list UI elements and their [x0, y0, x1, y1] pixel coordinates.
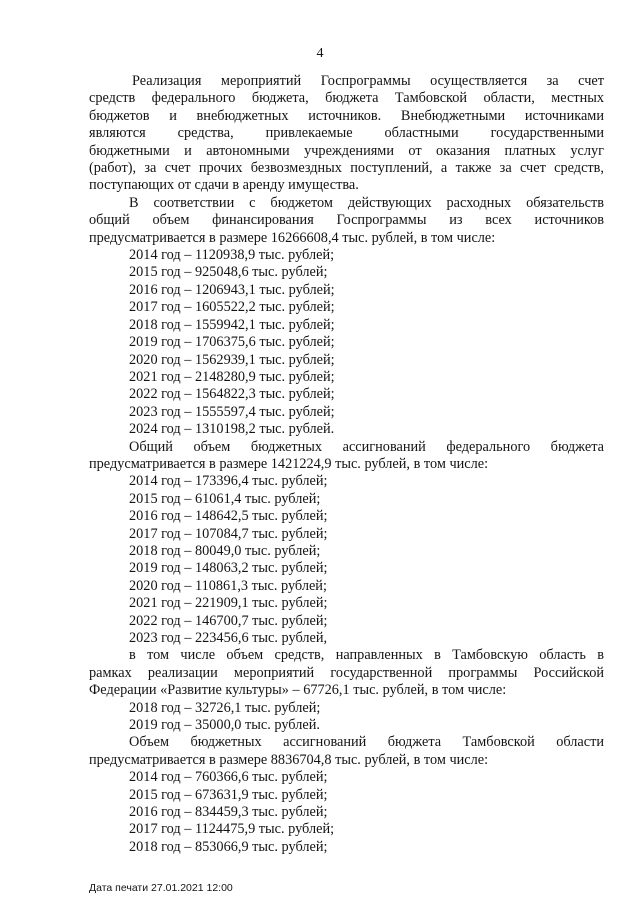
list-culture-by-year	[89, 700, 604, 735]
print-date-footer: Дата печати 27.01.2021 12:00	[89, 882, 233, 894]
text-line: в том числе объем средств, направленных в Тамбовскую область в	[129, 647, 604, 664]
paragraph-federal-budget	[89, 439, 604, 474]
text-line: Федерации «Развитие культуры» – 67726,1 тыс. рублей, в том числе:	[89, 682, 507, 699]
text-line: предусматривается в размере 16266608,4 тыс. рублей, в том числе:	[89, 229, 496, 246]
text-line: бюджетов и внебюджетных источников. Внебюджетными источниками	[89, 107, 604, 124]
text-line: являются средства, привлекаемые областными государственными	[89, 125, 604, 142]
text-line: поступающих от сдачи в аренду имущества.	[89, 177, 359, 194]
list-item: 2016 год – 834459,3 тыс. рублей;	[129, 804, 328, 821]
list-item: 2022 год – 1564822,3 тыс. рублей;	[129, 386, 335, 403]
list-item: 2018 год – 1559942,1 тыс. рублей;	[129, 316, 335, 333]
list-item: 2018 год – 80049,0 тыс. рублей;	[129, 542, 321, 559]
list-item: 2024 год – 1310198,2 тыс. рублей.	[129, 421, 335, 438]
list-item: 2020 год – 1562939,1 тыс. рублей;	[129, 351, 335, 368]
list-item: 2021 год – 2148280,9 тыс. рублей;	[129, 368, 335, 385]
list-federal-by-year	[89, 473, 604, 647]
text-line: Реализация мероприятий Госпрограммы осуществляется за счет	[132, 73, 604, 89]
list-item: 2014 год – 1120938,9 тыс. рублей;	[129, 247, 335, 264]
list-regional-by-year	[89, 769, 604, 856]
list-item: 2015 год – 925048,6 тыс. рублей;	[129, 264, 328, 281]
list-item: 2018 год – 32726,1 тыс. рублей;	[129, 699, 321, 716]
paragraph-culture-program	[89, 647, 604, 699]
text-line: Объем бюджетных ассигнований бюджета Тамбовской области	[129, 734, 604, 751]
list-item: 2015 год – 61061,4 тыс. рублей;	[129, 490, 321, 507]
text-line: В соответствии с бюджетом действующих расходных обязательств	[129, 194, 604, 211]
text-line: предусматривается в размере 8836704,8 тыс. рублей, в том числе:	[89, 751, 489, 768]
list-item: 2016 год – 148642,5 тыс. рублей;	[129, 508, 328, 525]
text-line: общий объем финансирования Госпрограммы из всех источников	[89, 212, 604, 229]
list-item: 2019 год – 35000,0 тыс. рублей.	[129, 717, 320, 734]
list-item: 2014 год – 173396,4 тыс. рублей;	[129, 473, 328, 490]
page-number: 4	[316, 46, 324, 61]
text-line: рамках реализации мероприятий государственной программы Российской	[89, 664, 604, 681]
text-line: предусматривается в размере 1421224,9 тыс. рублей, в том числе:	[89, 455, 489, 472]
list-item: 2017 год – 107084,7 тыс. рублей;	[129, 525, 328, 542]
list-item: 2023 год – 223456,6 тыс. рублей,	[129, 630, 328, 646]
list-item: 2019 год – 148063,2 тыс. рублей;	[129, 560, 328, 577]
paragraph-regional-budget	[89, 734, 604, 769]
list-item: 2019 год – 1706375,6 тыс. рублей;	[129, 334, 335, 351]
list-total-by-year	[89, 247, 604, 438]
document-body	[89, 73, 604, 856]
list-item: 2017 год – 1124475,9 тыс. рублей;	[129, 821, 335, 838]
list-item: 2021 год – 221909,1 тыс. рублей;	[129, 595, 328, 612]
text-line: Общий объем бюджетных ассигнований федерального бюджета	[129, 438, 604, 455]
text-line: средств федерального бюджета, бюджета Тамбовской области, местных	[89, 90, 604, 107]
list-item: 2014 год – 760366,6 тыс. рублей;	[129, 769, 328, 786]
text-line: (работ), за счет прочих безвозмездных поступлений, а также за счет средств,	[89, 160, 604, 177]
list-item: 2020 год – 110861,3 тыс. рублей;	[129, 577, 327, 594]
text-line: бюджетными и автономными учреждениями от оказания платных услуг	[89, 142, 604, 159]
list-item: 2016 год – 1206943,1 тыс. рублей;	[129, 281, 335, 298]
list-item: 2017 год – 1605522,2 тыс. рублей;	[129, 299, 335, 316]
paragraph-total-funding	[89, 195, 604, 247]
list-item: 2023 год – 1555597,4 тыс. рублей;	[129, 403, 335, 420]
list-item: 2015 год – 673631,9 тыс. рублей;	[129, 786, 328, 803]
list-item: 2018 год – 853066,9 тыс. рублей;	[129, 838, 328, 855]
paragraph-funding-sources	[89, 73, 604, 195]
list-item: 2022 год – 146700,7 тыс. рублей;	[129, 612, 328, 629]
